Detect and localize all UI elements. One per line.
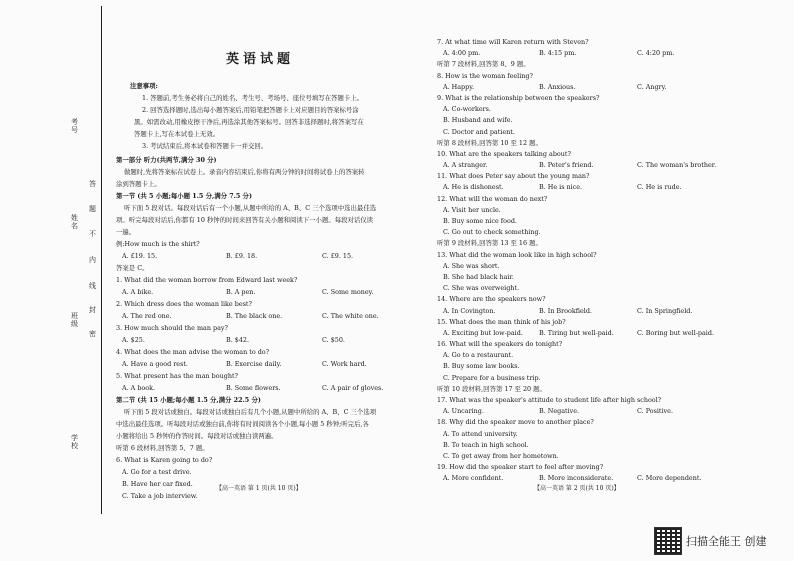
option: A. Go for a test drive. [122,468,192,476]
material-heading: 听第 8 段材料,回答第 10 至 12 题。 [437,138,542,147]
option: A. Uncaring. [443,407,484,416]
option: B. £9. 18. [226,252,258,260]
question: 7. At what time will Karen return with Steven? [437,38,589,46]
option: C. $50. [322,336,345,344]
option-row [437,182,737,193]
option: A. In Covington. [443,306,496,315]
option-row [437,48,737,59]
seal-char: 封 [89,306,96,314]
question: 19. How did the speaker start to feel after moving? [437,463,604,472]
option: B. To teach in high school. [443,440,529,449]
instruction-text: 小题将给出 5 秒钟的作答时间。每段对话或独白读两遍。 [116,432,278,440]
question: 8. How is the woman feeling? [437,71,533,80]
option: C. He is rude. [637,183,682,192]
question: 3. How much should the man pay? [116,324,228,332]
binding-line [101,6,102,514]
question: 15. What does the man think of his job? [437,317,566,326]
question: 17. What was the speaker's attitude to student life after high school? [437,396,662,404]
instruction-text: 涂到答题卡上。 [116,180,161,188]
option-row [437,82,737,93]
option: B. $42. [226,336,249,344]
option: A. More confident. [443,474,504,483]
option: B. He is nice. [539,183,583,192]
instruction-text: 听下面 5 段对话。每段对话后有一个小题,从题中所给的 A、B、C 三个选项中选出最佳选 [124,204,377,212]
seal-char: 内 [89,256,96,264]
section2-heading: 第二节 (共 15 小题;每小题 1.5 分,满分 22.5 分) [116,396,261,404]
question: 14. Where are the speakers now? [437,295,546,304]
material-heading: 听第 7 段材料,回答第 8、9 题。 [437,60,530,69]
option-row [116,334,416,346]
question: 16. What will the speakers do tonight? [437,340,563,349]
instruction-text: 项。听完每段对话后,你都有 10 秒钟的时间来回答有关小题和阅读下一小题。每段对话仅读 [116,216,374,224]
instruction-text: 做题时,先将答案标在试卷上。录音内容结束后,你将有两分钟的时间将试卷上的答案转 [124,168,365,176]
option: B. Anxious. [539,82,576,91]
option: A. Exciting but low-paid. [443,328,523,337]
label-kaohao: 考号 [71,118,78,134]
section1-heading: 第一节 (共 5 小题;每小题 1.5 分,满分 7.5 分) [116,192,252,200]
option: C. Doctor and patient. [443,127,515,136]
option: B. Negative. [539,407,580,416]
option: C. Positive. [637,407,673,416]
option: C. In Springfield. [637,306,693,315]
notes-line: 3. 考试结束后,将本试卷和答题卡一并交回。 [142,142,268,150]
option-row [437,328,737,339]
notes [130,80,364,152]
page-footer-1: 【高一英语 第 1 页(共 10 页)】 [216,485,302,492]
question: 10. What are the speakers talking about? [437,149,571,158]
notes-line: 答题卡上,写在本试卷上无效。 [134,130,220,138]
label-banji: 班级 [71,312,78,328]
option-row [437,160,737,171]
option-row [116,286,416,298]
notes-line: 2. 回答选择题时,选出每小题答案后,用铅笔把答题卡上对应题目的答案标号涂 [142,106,359,114]
option-row [437,306,737,317]
exam-title: 英语试题 [226,52,295,67]
left-column [116,154,416,502]
option: B. In Brookfield. [539,306,592,315]
option: C. A pair of gloves. [322,384,384,392]
option: B. She had black hair. [443,272,514,281]
question: 9. What is the relationship between the speakers? [437,93,600,102]
label-xuexiao: 学校 [71,434,78,450]
option: B. Exercise daily. [226,360,282,368]
option-row [116,250,416,262]
scanner-watermark: 扫描全能王 创建 [686,535,767,548]
option: B. 4:15 pm. [539,49,577,58]
instruction-text: 中选出最佳选项。听每段对话或独白前,你将有时间阅读各个小题,每小题 5 秒钟;听完后,各 [116,420,369,428]
notes-line: 1. 答题前,考生务必将自己的姓名、考生号、考场号、座位号填写在答题卡上。 [142,94,364,102]
option-row [116,382,416,394]
option: C. Work hard. [322,360,367,368]
option: B. Tiring but well-paid. [539,328,614,337]
question: 1. What did the woman borrow from Edward last week? [116,276,298,284]
option: C. 4:20 pm. [637,49,675,58]
question: 11. What does Peter say about the young man? [437,172,590,181]
question: 5. What present has the man bought? [116,372,238,380]
instruction-text: 听下面 5 段对话或独白。每段对话或独白后有几个小题,从题中所给的 A、B、C 三个选项 [124,408,377,416]
option: A. A book. [122,384,156,392]
option: A. Go to a restaurant. [443,351,514,360]
instruction-text: 一遍。 [116,228,136,236]
option: A. $25. [122,336,145,344]
option: C. The woman's brother. [637,161,717,170]
option: B. Buy some law books. [443,362,520,371]
option-row [116,358,416,370]
question: 6. What is Karen going to do? [116,456,213,464]
option: C. Go out to check something. [443,228,541,237]
option: A. She was short. [443,261,500,270]
label-xingming: 姓名 [71,214,78,230]
option: C. Some money. [322,288,374,296]
material-heading: 听第 10 段材料,回答第 17 至 20 题。 [437,384,546,393]
material-heading: 听第 6 段材料,回答第 5、7 题。 [116,444,209,452]
option: B. Have her car fixed. [122,480,193,488]
option: A. 4:00 pm. [443,49,481,58]
qr-code-icon [654,527,682,555]
option: A. Happy. [443,82,475,91]
option-row [116,310,416,322]
option: C. Prepare for a business trip. [443,373,541,382]
material-heading: 听第 9 段材料,回答第 13 至 16 题。 [437,239,542,248]
part1-heading: 第一部分 听力(共两节,满分 30 分) [116,156,217,164]
question: 13. What did the woman look like in high school? [437,250,597,259]
option-row [437,406,737,417]
option: A. He is dishonest. [443,183,504,192]
option: B. More inconsiderate. [539,474,614,483]
example-question: 例:How much is the shirt? [116,240,200,248]
seal-char: 密 [89,330,96,338]
option: A. £19. 15. [122,252,158,260]
option: C. Boring but well-paid. [637,328,714,337]
option: C. More dependent. [637,474,702,483]
right-column [437,37,737,485]
question: 2. Which dress does the woman like best? [116,300,252,308]
option: A. Visit her uncle. [443,205,501,214]
notes-heading: 注意事项: [130,82,158,90]
seal-char: 题 [89,205,96,213]
option: B. Some flowers. [226,384,281,392]
option: B. Buy some nice food. [443,217,517,225]
option: A. To attend university. [443,429,518,438]
seal-char: 答 [89,180,96,188]
option: B. A pen. [226,288,256,296]
option: C. To get away from her hometown. [443,451,559,460]
option: B. The black one. [226,312,283,320]
notes-line: 黑。如需改动,用橡皮擦干净后,再选涂其他答案标号。回答非选择题时,将答案写在 [134,118,364,126]
option: B. Husband and wife. [443,116,513,125]
option: A. Have a good rest. [122,360,188,368]
option: C. £9. 15. [322,252,354,260]
option: A. The red one. [122,312,172,320]
seal-char: 不 [89,230,96,238]
option: C. The white one. [322,312,379,320]
option: C. She was overweight. [443,284,520,293]
option: C. Angry. [637,82,667,91]
option: A. A stranger. [443,161,488,170]
page-footer-2: 【高一英语 第 2 页(共 10 页)】 [534,485,620,492]
question: 4. What does the man advise the woman to do? [116,348,270,356]
example-answer: 答案是 C。 [116,264,149,272]
question: 12. What will the woman do next? [437,194,548,203]
seal-char: 线 [89,282,96,290]
option: A. A bike. [122,288,154,296]
option: A. Co-workers. [443,105,491,114]
option: B. Peter's friend. [539,161,594,170]
option: C. Take a job interview. [122,492,198,500]
question: 18. Why did the speaker move to another place? [437,418,594,427]
